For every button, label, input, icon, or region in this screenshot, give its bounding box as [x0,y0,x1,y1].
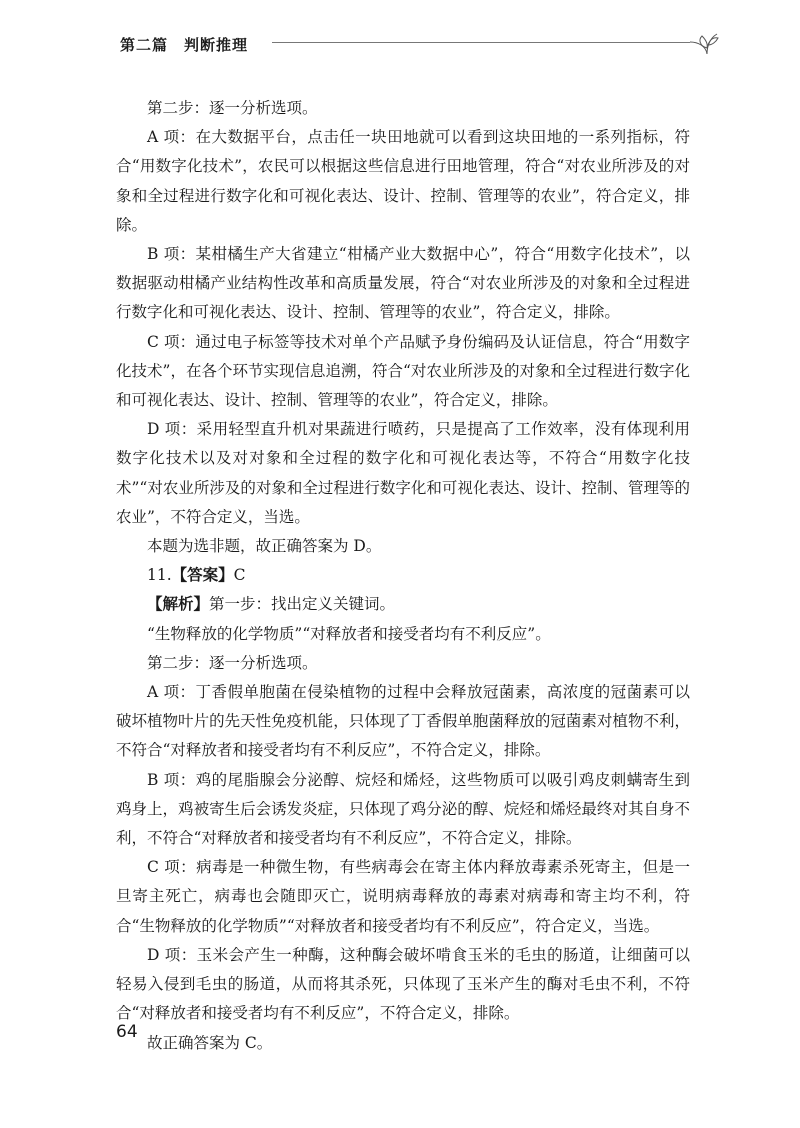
header-rule [272,42,690,43]
paragraph: C 项：通过电子标签等技术对单个产品赋予身份编码及认证信息，符合“用数字化技术”，在各个环节实现信息追溯，符合“对农业所涉及的对象和全过程进行数字化和可视化表达、设计、控制、管理等的农业”，符合定义，排除。 [116,332,690,410]
paragraph: B 项：鸡的尾脂腺会分泌醇、烷烃和烯烃，这些物质可以吸引鸡皮刺螨寄生到鸡身上，鸡被寄生后会诱发炎症，只体现了鸡分泌的醇、烷烃和烯烃最终对其自身不利，不符合“对释放者和接受者均有不利反应”，不符合定义，排除。 [116,770,690,848]
paragraph: 故正确答案为 C。 [147,1033,273,1052]
sprout-icon [686,28,720,58]
header-title: 第二篇 判断推理 [120,36,249,54]
answer-label: 【答案】 [171,566,234,585]
paragraph: D 项：采用轻型直升机对果蔬进行喷药，只是提高了工作效率，没有体现利用数字化技术以及对对象和全过程的数字化和可视化表达等，不符合“用数字化技术”“对农业所涉及的对象和全过程进行数字化和可视化表达、设计、控制、管理等的农业”，不符合定义，当选。 [116,420,690,526]
analysis-label: 【解析】 [147,595,210,614]
analysis-line [116,590,690,619]
paragraph: D 项：玉米会产生一种酶，这种酶会破坏啃食玉米的毛虫的肠道，让细菌可以轻易入侵到毛虫的肠道，从而将其杀死，只体现了玉米产生的酶对毛虫不利，不符合“对释放者和接受者均有不利反应”，不符合定义，排除。 [116,945,690,1023]
paragraph: A 项：在大数据平台，点击任一块田地就可以看到这块田地的一系列指标，符合“用数字化技术”，农民可以根据这些信息进行田地管理，符合“对农业所涉及的对象和全过程进行数字化和可视化表达、设计、控制、管理等的农业”，符合定义，排除。 [116,128,690,234]
answer-value: C [233,566,246,585]
question-number: 11. [147,566,172,585]
paragraph: A 项：丁香假单胞菌在侵染植物的过程中会释放冠菌素，高浓度的冠菌素可以破坏植物叶片的先天性免疫机能，只体现了丁香假单胞菌释放的冠菌素对植物不利，不符合“对释放者和接受者均有不利反应”，不符合定义，排除。 [116,683,690,760]
paragraph: 第二步：逐一分析选项。 [147,99,318,117]
paragraph: B 项：某柑橘生产大省建立“柑橘产业大数据中心”，符合“用数字化技术”，以数据驱动柑橘产业结构性改革和高质量发展，符合“对农业所涉及的对象和全过程进行数字化和可视化表达、设计、控制、管理等的农业”，符合定义，排除。 [116,245,690,322]
page-body [116,94,690,1058]
answer-line [116,561,690,590]
paragraph: C 项：病毒是一种微生物，有些病毒会在寄主体内释放毒素杀死寄主，但是一旦寄主死亡，病毒也会随即灭亡，说明病毒释放的毒素对病毒和寄主均不利，符合“生物释放的化学物质”“对释放者和接受者均有不利反应”，符合定义，当选。 [116,858,690,935]
page-header [114,28,720,58]
paragraph: 第二步：逐一分析选项。 [147,653,318,672]
page-number: 64 [116,1022,138,1042]
analysis-text: 第一步：找出定义关键词。 [209,595,396,614]
paragraph: 本题为选非题，故正确答案为 D。 [147,537,382,556]
paragraph: “生物释放的化学物质”“对释放者和接受者均有不利反应”。 [147,624,551,643]
